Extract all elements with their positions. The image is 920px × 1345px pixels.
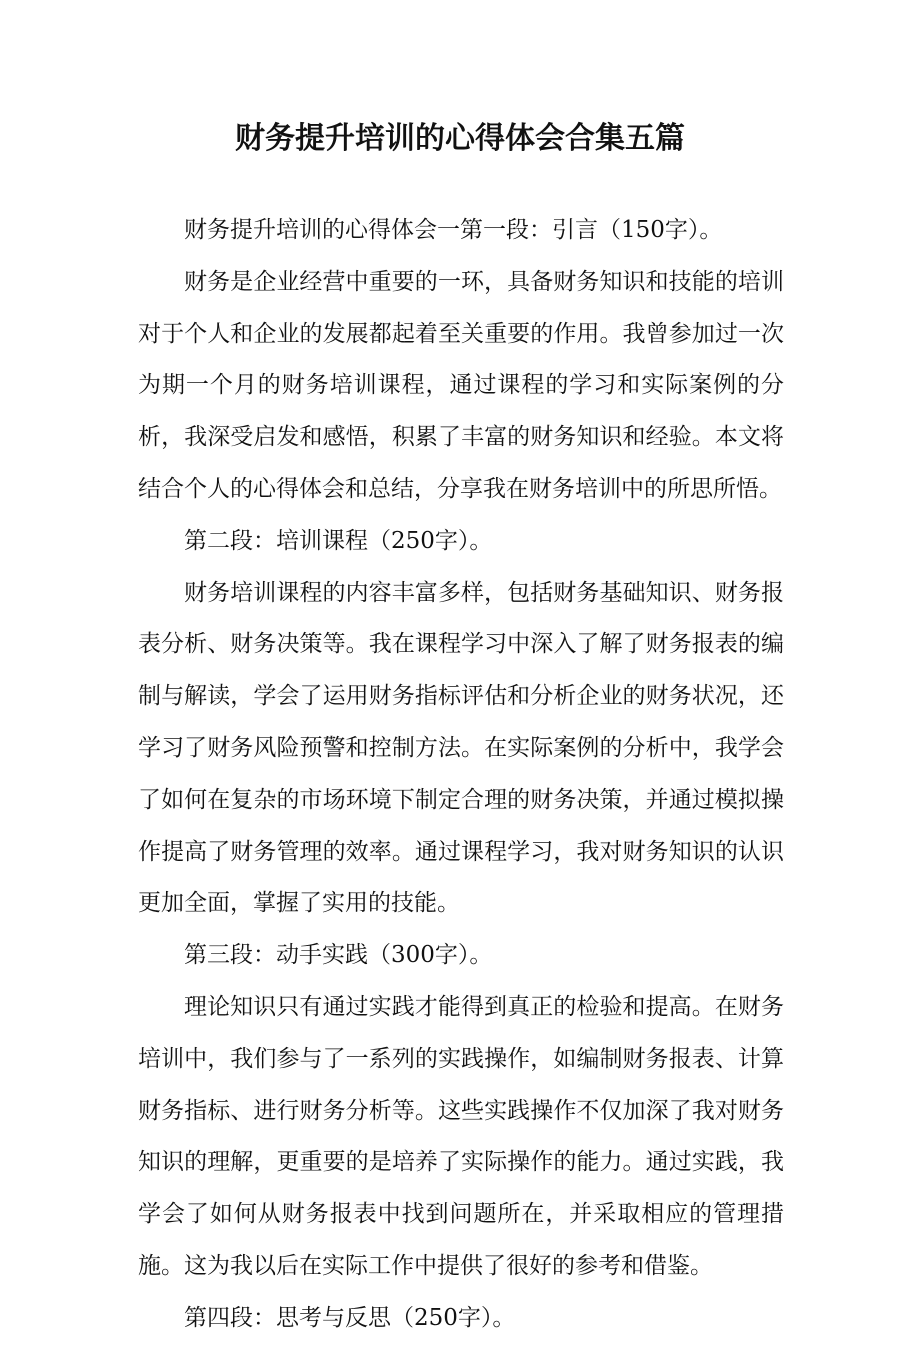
paragraph: 财务是企业经营中重要的一环，具备财务知识和技能的培训对于个人和企业的发展都起着至关重要的作用。我曾参加过一次为期一个月的财务培训课程，通过课程的学习和实际案例的分析，我深受启发和感悟，积累了丰富的财务知识和经验。本文将结合个人的心得体会和总结，分享我在财务培训中的所思所悟。: [138, 268, 784, 502]
paragraph: 财务培训课程的内容丰富多样，包括财务基础知识、财务报表分析、财务决策等。我在课程学习中深入了解了财务报表的编制与解读，学会了运用财务指标评估和分析企业的财务状况，还学习了财务风险预警和控制方法。在实际案例的分析中，我学会了如何在复杂的市场环境下制定合理的财务决策，并通过模拟操作提高了财务管理的效率。通过课程学习，我对财务知识的认识更加全面，掌握了实用的技能。: [138, 579, 784, 917]
paragraph-section-heading: 第四段：思考与反思（250字）。: [184, 1304, 516, 1331]
paragraph-section-heading: 第三段：动手实践（300字）。: [184, 942, 493, 969]
paragraph-section-heading: 第二段：培训课程（250字）。: [184, 527, 493, 554]
document-body: [138, 205, 784, 1345]
paragraph-intro-heading: 财务提升培训的心得体会一第一段：引言（150字）。: [184, 217, 723, 243]
paragraph: 理论知识只有通过实践才能得到真正的检验和提高。在财务培训中，我们参与了一系列的实践操作，如编制财务报表、计算财务指标、进行财务分析等。这些实践操作不仅加深了我对财务知识的理解，更重要的是培养了实际操作的能力。通过实践，我学会了如何从财务报表中找到问题所在，并采取相应的管理措施。这为我以后在实际工作中提供了很好的参考和借鉴。: [138, 993, 784, 1279]
document-title: 财务提升培训的心得体会合集五篇: [235, 121, 685, 156]
